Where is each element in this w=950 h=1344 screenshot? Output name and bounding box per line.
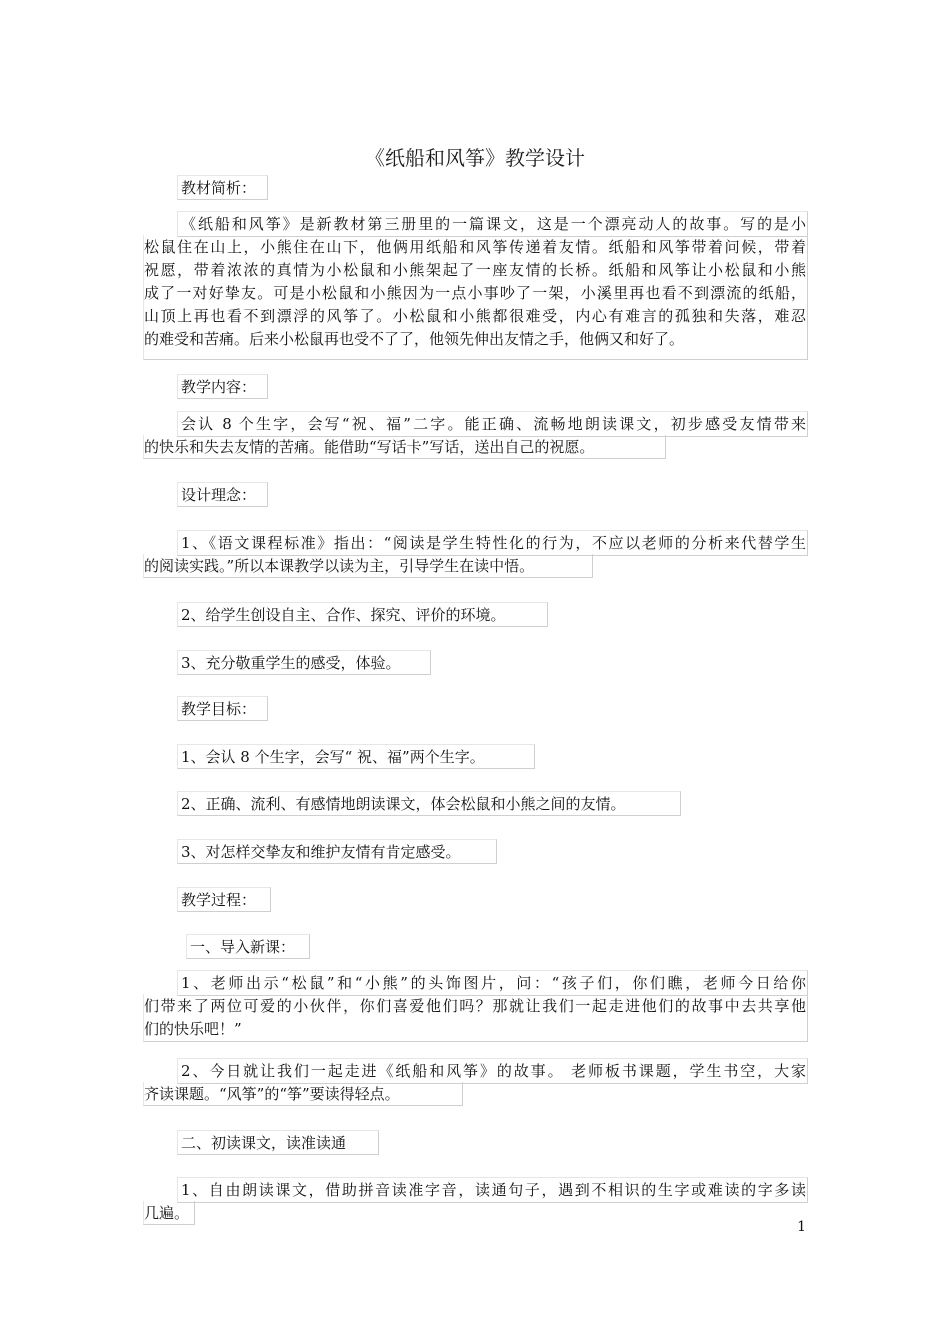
heading-design-concept: 设计理念： bbox=[181, 486, 257, 504]
paragraph-line: 成了一对好挚友。可是小松鼠和小熊因为一点小事吵了一架，小溪里再也看不到漂流的纸船， bbox=[144, 284, 806, 302]
paragraph-line: 1、老师出示“松鼠”和“小熊”的头饰图片，问：“孩子们，你们瞧，老师今日给你 bbox=[181, 974, 806, 992]
paragraph-line: 的阅读实践。”所以本课教学以读为主，引导学生在读中悟。 bbox=[144, 557, 535, 575]
paragraph-line: 山顶上再也看不到漂浮的风筝了。小松鼠和小熊都很难受，内心有难言的孤独和失落，难忍 bbox=[144, 307, 806, 325]
paragraph-line: 1、《语文课程标准》指出：“阅读是学生特性化的行为，不应以老师的分析来代替学生 bbox=[181, 534, 806, 552]
paragraph-line: 2、今日就让我们一起走进《纸船和风筝》的故事。 老师板书课题，学生书空，大家 bbox=[181, 1062, 806, 1080]
teaching-goal-2: 2、正确、流利、有感情地朗读课文，体会松鼠和小熊之间的友情。 bbox=[181, 795, 626, 813]
page-number: 1 bbox=[797, 1219, 806, 1235]
teaching-goal-1: 1、会认 8 个生字，会写“ 祝、福”两个生字。 bbox=[181, 748, 485, 766]
paragraph-part-1-item-1 bbox=[144, 972, 806, 1041]
design-concept-item-3: 3、充分敬重学生的感受，体验。 bbox=[181, 654, 401, 672]
heading-part-1: 一、导入新课： bbox=[190, 938, 296, 956]
paragraph-line: 们带来了两位可爱的小伙伴，你们喜爱他们吗？那就让我们一起走进他们的故事中去共享他 bbox=[144, 997, 806, 1015]
heading-teaching-goals: 教学目标： bbox=[181, 700, 257, 718]
paragraph-line: 齐读课题。“风筝”的“筝”要读得轻点。 bbox=[144, 1085, 400, 1103]
heading-teaching-content: 教学内容： bbox=[181, 378, 257, 396]
heading-textbook-analysis: 教材简析： bbox=[181, 179, 257, 197]
paragraph-teaching-content bbox=[144, 413, 806, 459]
paragraph-line: 祝愿，带着浓浓的真情为小松鼠和小熊架起了一座友情的长桥。纸船和风筝让小松鼠和小熊 bbox=[144, 261, 806, 279]
paragraph-line: 松鼠住在山上，小熊住在山下，他俩用纸船和风筝传递着友情。纸船和风筝带着问候，带着 bbox=[144, 238, 806, 256]
paragraph-line: 的快乐和失去友情的苦痛。能借助“写话卡”写话，送出自己的祝愿。 bbox=[144, 438, 595, 456]
paragraph-line: 1、自由朗读课文，借助拼音读准字音，读通句子，遇到不相识的生字或难读的字多读 bbox=[181, 1181, 806, 1199]
paragraph-line: 们的快乐吧！” bbox=[144, 1020, 242, 1038]
paragraph-part-2-item-1 bbox=[144, 1179, 806, 1225]
heading-part-2: 二、初读课文，读准读通 bbox=[181, 1134, 347, 1152]
document-title: 《纸船和风筝》教学设计 bbox=[365, 146, 585, 170]
paragraph-line: 会认 8 个生字，会写“祝、福”二字。能正确、流畅地朗读课文，初步感受友情带来 bbox=[181, 415, 806, 433]
paragraph-part-1-item-2 bbox=[144, 1060, 806, 1106]
paragraph-textbook-analysis bbox=[144, 213, 806, 351]
heading-teaching-process: 教学过程： bbox=[181, 891, 257, 909]
teaching-goal-3: 3、对怎样交挚友和维护友情有肯定感受。 bbox=[181, 843, 461, 861]
paragraph-design-concept-1 bbox=[144, 532, 806, 578]
design-concept-item-2: 2、给学生创设自主、合作、探究、评价的环境。 bbox=[181, 606, 506, 624]
paragraph-line: 的难受和苦痛。后来小松鼠再也受不了了，他领先伸出友情之手，他俩又和好了。 bbox=[144, 330, 685, 348]
paragraph-line: 《纸船和风筝》是新教材第三册里的一篇课文，这是一个漂亮动人的故事。写的是小 bbox=[181, 215, 806, 233]
paragraph-line: 几遍。 bbox=[144, 1204, 190, 1222]
